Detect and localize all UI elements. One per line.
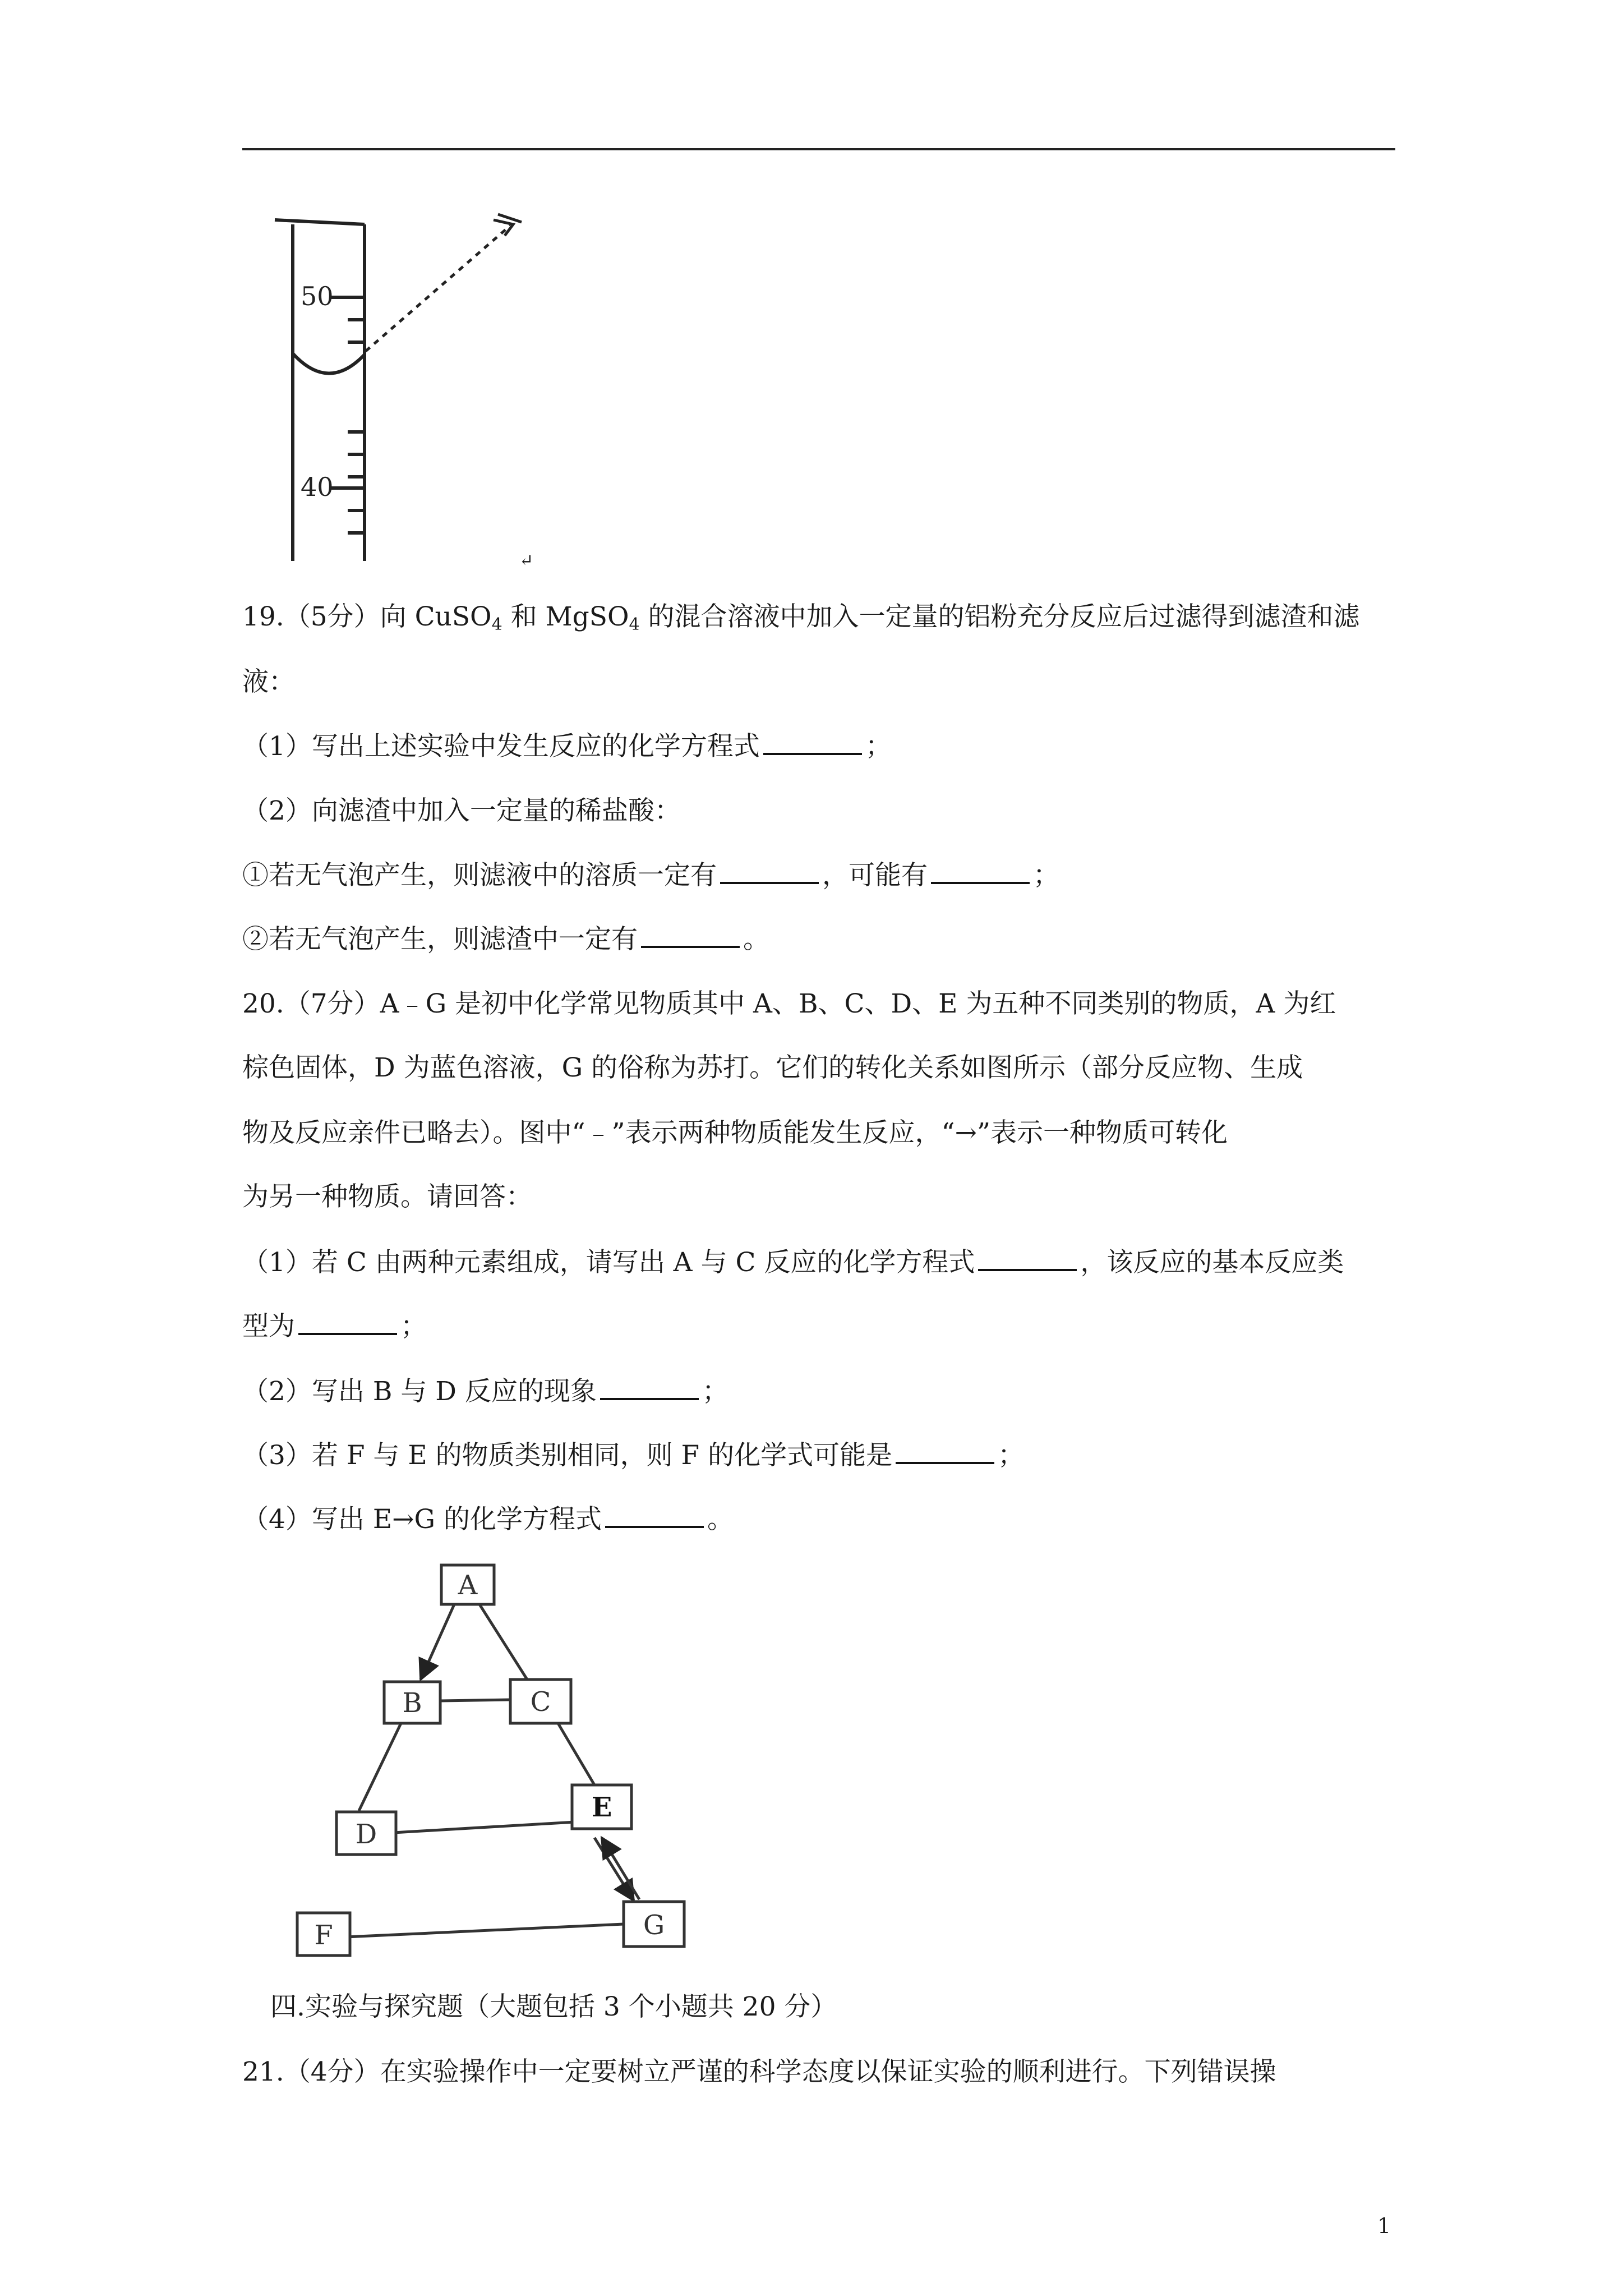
answer-blank[interactable]: [600, 1375, 699, 1400]
q20-line3: 物及反应亲件已略去）。图中“﹣”表示两种物质能发生反应，“→”表示一种物质可转化: [242, 1117, 1228, 1148]
answer-blank[interactable]: [763, 730, 862, 755]
q19-part1: （1）写出上述实验中发生反应的化学方程式 ；: [242, 731, 892, 762]
answer-blank[interactable]: [931, 859, 1030, 884]
node-a-label: A: [458, 1570, 478, 1601]
q20-part1: （1）若 C 由两种元素组成，请写出 A 与 C 反应的化学方程式 ，该反应的基本反应类: [242, 1247, 1344, 1278]
q20-part1-cont: 型为 ；: [242, 1311, 427, 1342]
answer-blank[interactable]: [720, 859, 819, 884]
q20-part3: （3）若 F 与 E 的物质类别相同，则 F 的化学式可能是 ；: [242, 1440, 1025, 1471]
header-rule: [242, 148, 1395, 150]
answer-blank[interactable]: [298, 1310, 397, 1335]
q21-line1: 21.（4分）在实验操作中一定要树立严谨的科学态度以保证实验的顺利进行。下列错误操: [242, 2056, 1276, 2087]
section-4-heading: 四.实验与探究题（大题包括 3 个小题共 20 分）: [270, 1991, 837, 2022]
answer-blank[interactable]: [641, 923, 740, 948]
reaction-diagram: [280, 1559, 707, 1963]
q20-line2: 棕色固体，D 为蓝色溶液，G 的俗称为苏打。它们的转化关系如图所示（部分反应物、生成: [242, 1052, 1303, 1083]
q19-part2-2: ②若无气泡产生，则滤渣中一定有 。: [242, 924, 769, 955]
q20-part2: （2）写出 B 与 D 反应的现象 ；: [242, 1376, 728, 1407]
node-g-label: G: [643, 1910, 665, 1941]
node-d-label: D: [355, 1819, 377, 1850]
page-number: 1: [1377, 2214, 1391, 2238]
q20-line4: 为另一种物质。请回答：: [242, 1181, 532, 1212]
cylinder-figure: [247, 208, 561, 567]
answer-blank[interactable]: [896, 1439, 994, 1464]
q19-line2: 液：: [242, 666, 295, 697]
q20-part4: （4）写出 E→G 的化学方程式 。: [242, 1504, 734, 1535]
node-f-label: F: [314, 1920, 333, 1951]
q19-part2-1: ①若无气泡产生，则滤液中的溶质一定有 ，可能有 ；: [242, 860, 1059, 891]
q20-line1: 20.（7分）A﹣G 是初中化学常见物质其中 A、B、C、D、E 为五种不同类别的物质，A 为红: [242, 988, 1336, 1019]
node-b-label: B: [402, 1687, 422, 1719]
cylinder-mark-50: 50: [301, 281, 334, 311]
q19-line1: 19.（5分）向 CuSO$_4$ 和 MgSO$_4$ 的混合溶液中加入一定量的铝粉充分反应后过滤得到滤渣和滤: [242, 601, 1360, 634]
answer-blank[interactable]: [978, 1246, 1077, 1271]
cylinder-mark-40: 40: [301, 472, 334, 502]
answer-blank[interactable]: [605, 1503, 704, 1528]
node-e-label: E: [591, 1792, 612, 1823]
return-mark: ↵: [519, 551, 534, 570]
q19-part2: （2）向滤渣中加入一定量的稀盐酸：: [242, 795, 681, 826]
node-c-label: C: [530, 1686, 551, 1718]
